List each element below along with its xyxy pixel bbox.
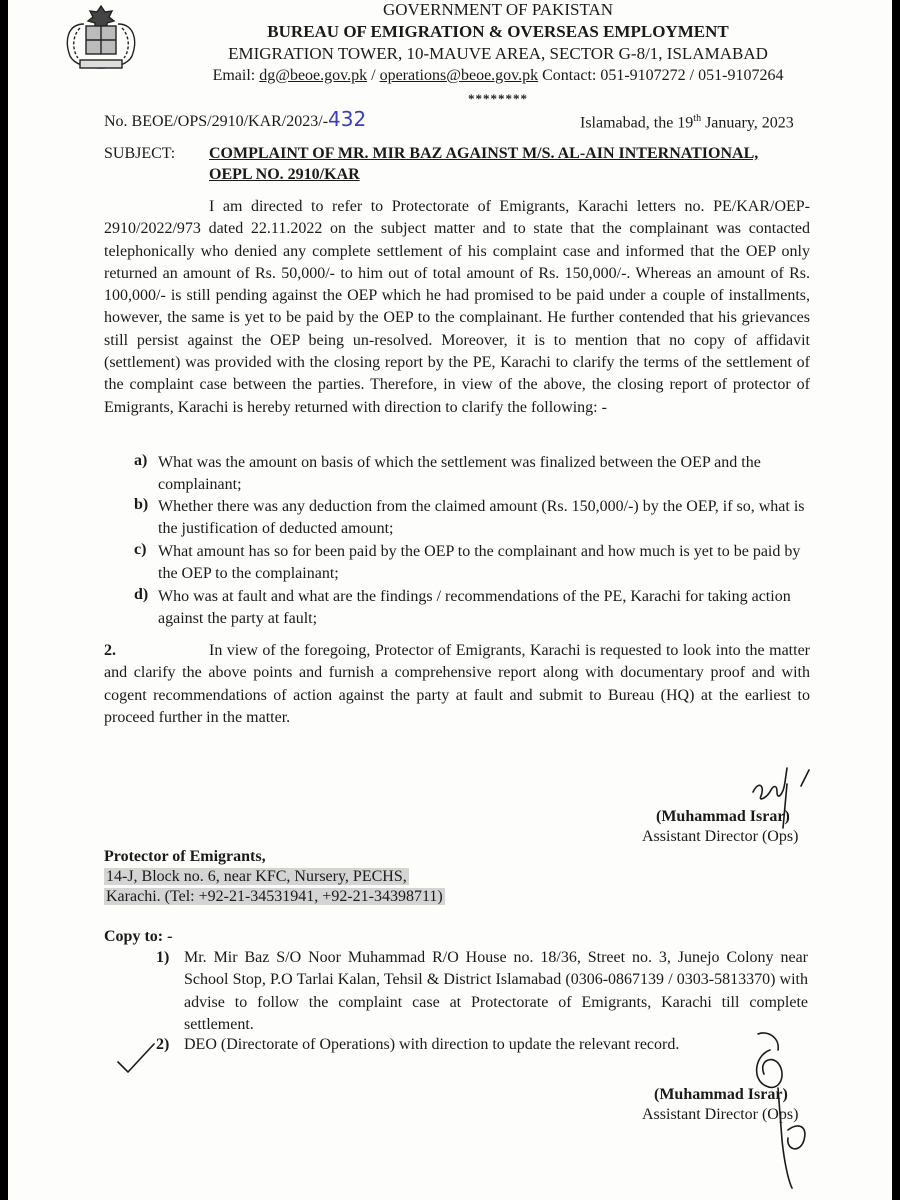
header-government-line: GOVERNMENT OF PAKISTAN [382, 0, 614, 19]
list-item-text: Who was at fault and what are the findings / recommendations of the PE, Karachi for taking action against the party at fault; [158, 588, 791, 628]
copy-to-item-text: DEO (Directorate of Operations) with direction to update the relevant record. [184, 1036, 680, 1053]
list-item-label: d) [134, 586, 149, 603]
list-item-text: What amount has so for been paid by the OEP to the complainant and how much is yet to be paid by the OEP to the complainant; [158, 543, 801, 583]
email-label: Email: [212, 67, 256, 84]
letter-date [580, 108, 794, 135]
signatory-title-1: Assistant Director (Ops) [642, 828, 799, 845]
signatory-name-1: (Muhammad Israr) [656, 808, 790, 825]
list-item-label: c) [134, 541, 147, 558]
date-prefix: Islamabad, the 19 [580, 114, 694, 132]
addressee-address-line-1 [104, 866, 409, 888]
list-item-text: What was the amount on basis of which the settlement was finalized between the OEP and the complainant; [158, 454, 761, 494]
subject-line-1: COMPLAINT OF MR. MIR BAZ AGAINST M/S. AL-AIN INTERNATIONAL, [209, 145, 759, 162]
copy-to-item-label: 1) [156, 949, 170, 966]
header-stars-divider: ******** [468, 91, 528, 106]
copy-to-item-label: 2) [156, 1036, 170, 1053]
email-separator: / [371, 67, 376, 84]
signatory-name-2: (Muhammad Israr) [654, 1086, 788, 1103]
copy-to-item-text: Mr. Mir Baz S/O Noor Muhammad R/O House no. 18/36, Street no. 3, Junejo Colony near School Stop, P.O Tarlai Kalan, Tehsil & District Islamabad (0306-0867139 / 0303-5813370) with advise to follow the complaint case at Protectorate of Emigrants, Karachi till complete settlement. [184, 949, 808, 1033]
addressee-address-line-2 [104, 886, 445, 908]
list-item-label: a) [134, 452, 148, 469]
government-emblem-icon [60, 2, 142, 72]
handwritten-dispatch-number: 432 [328, 107, 367, 131]
contact-numbers: Contact: 051-9107272 / 051-9107264 [542, 67, 784, 84]
checkmark-icon [114, 1040, 158, 1076]
subject-line-2: OEPL NO. 2910/KAR [209, 166, 360, 183]
date-suffix: January, 2023 [701, 114, 794, 132]
letter-page [8, 0, 892, 1200]
header-bureau-name: BUREAU OF EMIGRATION & OVERSEAS EMPLOYMENT [267, 22, 729, 41]
list-item-text: Whether there was any deduction from the claimed amount (Rs. 150,000/-) by the OEP, if so, what is the justification of deducted amount; [158, 498, 805, 538]
paragraph-2: In view of the foregoing, Protector of Emigrants, Karachi is requested to look into the matter and clarify the above points and furnish a comprehensive report along with documentary proof and with cogent recommendations of action against the party at fault and submit to Bureau (HQ) at the earliest to proceed further in the matter. [104, 642, 810, 726]
paragraph-1: I am directed to refer to Protectorate of Emigrants, Karachi letters no. PE/KAR/OEP-2910/2022/973 dated 22.11.2022 on the subject matter and to state that the complainant was contacted telephonically who denied any complete settlement of his complaint case and informed that the OEP only returned an amount of Rs. 50,000/- to him out of total amount of Rs. 150,000/-. Whereas an amount of Rs. 100,000/- is still pending against the OEP which he had promised to be paid under a couple of installments, however, the same is yet to be paid by the OEP to the complainant. He further contended that his grievances still persist against the OEP being un-resolved. Moreover, it is to mention that no copy of affidavit (settlement) was provided with the closing report by the PE, Karachi to clarify the terms of the settlement of the complaint case between the parties. Therefore, in view of the above, the closing report of protector of Emigrants, Karachi is hereby returned with direction to clarify the following: - [104, 198, 810, 416]
addressee-name: Protector of Emigrants, [104, 848, 266, 865]
list-item-label: b) [134, 496, 149, 513]
header-address: EMIGRATION TOWER, 10-MAUVE AREA, SECTOR G-8/1, ISLAMABAD [228, 44, 768, 63]
paragraph-2-number: 2. [104, 642, 116, 659]
email-link-operations[interactable]: operations@beoe.gov.pk [379, 67, 539, 84]
header-contact-line [188, 67, 808, 85]
addressee-phone-text: Karachi. (Tel: +92-21-34531941, +92-21-34398711) [106, 888, 443, 905]
signatory-title-2: Assistant Director (Ops) [642, 1106, 799, 1123]
addressee-address-text: 14-J, Block no. 6, near KFC, Nursery, PECHS, [106, 868, 407, 885]
subject-label: SUBJECT: [104, 145, 176, 162]
email-link-dg[interactable]: dg@beoe.gov.pk [259, 67, 368, 84]
reference-number-text: No. BEOE/OPS/2910/KAR/2023/- [104, 113, 329, 130]
date-ordinal: th [693, 113, 702, 124]
copy-to-label: Copy to: - [104, 928, 173, 945]
reference-number [104, 108, 366, 133]
